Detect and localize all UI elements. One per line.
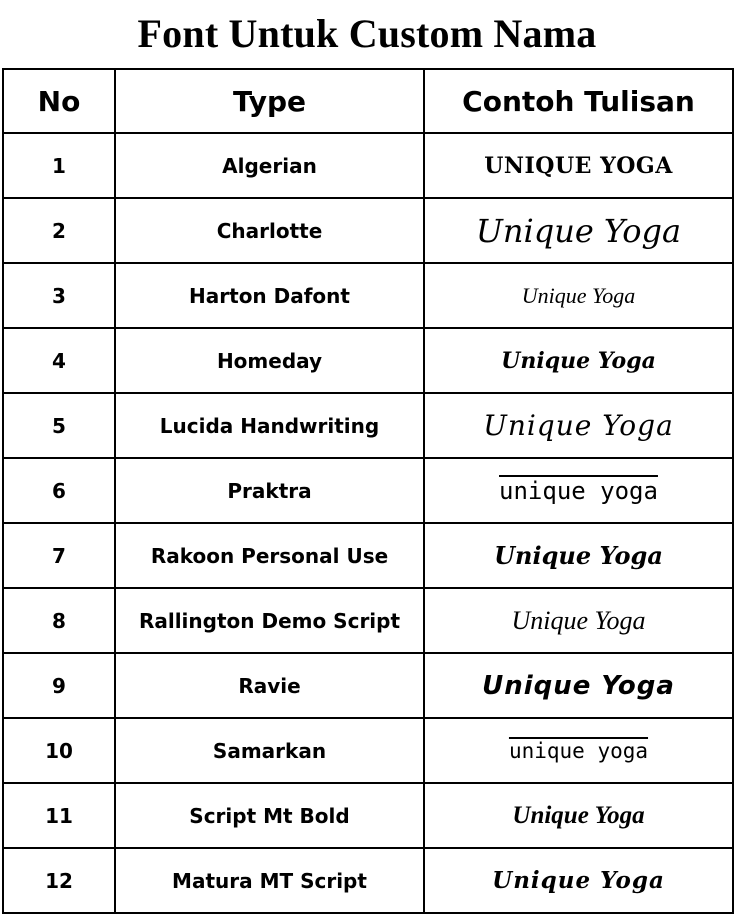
table-row bbox=[3, 198, 733, 263]
font-type: Samarkan bbox=[115, 718, 424, 783]
row-number: 1 bbox=[3, 133, 115, 198]
font-sample: Unique Yoga bbox=[424, 198, 733, 263]
font-sample: Unique Yoga bbox=[424, 588, 733, 653]
row-number: 5 bbox=[3, 393, 115, 458]
header-sample: Contoh Tulisan bbox=[424, 69, 733, 133]
font-type: Script Mt Bold bbox=[115, 783, 424, 848]
table-row bbox=[3, 133, 733, 198]
header-no: No bbox=[3, 69, 115, 133]
table-row bbox=[3, 523, 733, 588]
font-sample: Unique Yoga bbox=[424, 848, 733, 913]
font-type: Algerian bbox=[115, 133, 424, 198]
row-number: 11 bbox=[3, 783, 115, 848]
table-row bbox=[3, 458, 733, 523]
font-type: Harton Dafont bbox=[115, 263, 424, 328]
font-type: Ravie bbox=[115, 653, 424, 718]
font-sample: unique yoga bbox=[424, 718, 733, 783]
table-row bbox=[3, 653, 733, 718]
row-number: 10 bbox=[3, 718, 115, 783]
table-row bbox=[3, 718, 733, 783]
font-type: Rallington Demo Script bbox=[115, 588, 424, 653]
table-header-row bbox=[3, 69, 733, 133]
row-number: 2 bbox=[3, 198, 115, 263]
font-type: Homeday bbox=[115, 328, 424, 393]
page-title: Font Untuk Custom Nama bbox=[137, 11, 597, 56]
table-row bbox=[3, 783, 733, 848]
font-type: Matura MT Script bbox=[115, 848, 424, 913]
table-row bbox=[3, 263, 733, 328]
font-sample: Unique Yoga bbox=[424, 328, 733, 393]
font-type: Lucida Handwriting bbox=[115, 393, 424, 458]
row-number: 3 bbox=[3, 263, 115, 328]
font-type: Charlotte bbox=[115, 198, 424, 263]
table-row bbox=[3, 393, 733, 458]
font-sample: Unique Yoga bbox=[424, 263, 733, 328]
row-number: 12 bbox=[3, 848, 115, 913]
table-row bbox=[3, 588, 733, 653]
font-sample: Unique Yoga bbox=[424, 653, 733, 718]
font-type: Praktra bbox=[115, 458, 424, 523]
row-number: 9 bbox=[3, 653, 115, 718]
font-table bbox=[2, 68, 734, 914]
font-sample: unique yoga bbox=[424, 458, 733, 523]
table-row bbox=[3, 328, 733, 393]
font-sample: UNIQUE YOGA bbox=[424, 133, 733, 198]
row-number: 7 bbox=[3, 523, 115, 588]
font-sample: Unique Yoga bbox=[424, 523, 733, 588]
table-row bbox=[3, 848, 733, 913]
font-sample: Unique Yoga bbox=[424, 393, 733, 458]
font-type: Rakoon Personal Use bbox=[115, 523, 424, 588]
row-number: 4 bbox=[3, 328, 115, 393]
header-type: Type bbox=[115, 69, 424, 133]
row-number: 8 bbox=[3, 588, 115, 653]
font-sample: Unique Yoga bbox=[424, 783, 733, 848]
row-number: 6 bbox=[3, 458, 115, 523]
